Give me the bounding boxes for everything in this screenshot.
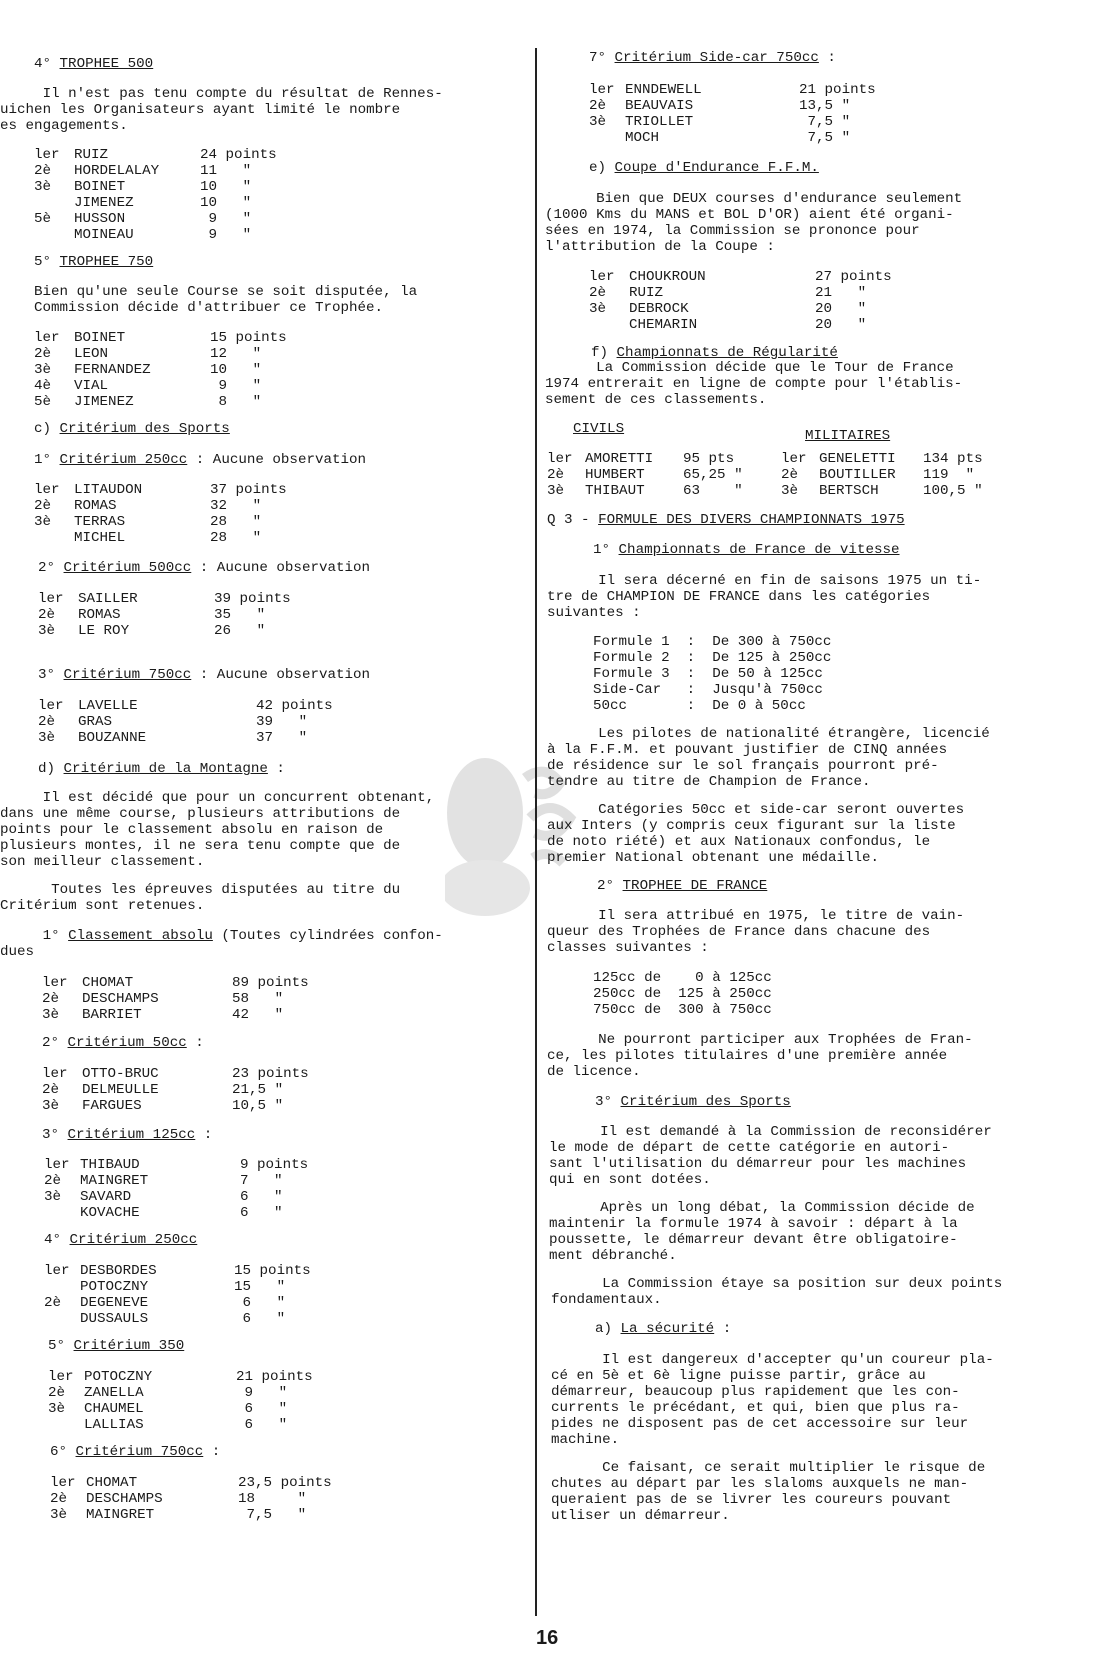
trophee-500-section (34, 56, 153, 72)
name-cell: OTTO-BRUC (82, 1066, 159, 1082)
rank-cell: 2è (48, 1385, 66, 1401)
name-cell: CHOUKROUN (629, 269, 706, 285)
points-cell: 21,5 " (232, 1082, 284, 1098)
points-cell: 6 " (240, 1189, 283, 1205)
points-cell: 39 " (256, 714, 308, 730)
text-line: 50cc : De 0 à 50cc (593, 698, 806, 714)
rank-cell: 2è (34, 346, 52, 362)
text-line: currents le précédant, et qui, bien que plus ra- (551, 1400, 960, 1416)
points-cell: 9 points (240, 1157, 309, 1173)
points-cell: 9 " (200, 211, 252, 227)
points-cell: 21 " (815, 285, 867, 301)
rank-cell: 3è (38, 730, 56, 746)
points-cell: 10,5 " (232, 1098, 284, 1114)
name-cell: POTOCZNY (80, 1279, 149, 1295)
rank-cell: 3è (42, 1098, 60, 1114)
text-line: Il est décidé que pour un concurrent obtenant, (0, 790, 435, 806)
text-line: queraient pas de se livrer les coureurs pouvant (551, 1492, 952, 1508)
militaires-label: MILITAIRES (805, 428, 891, 444)
rank-cell: 5è (34, 211, 52, 227)
points-cell: 21 points (799, 82, 876, 98)
name-cell: JIMENEZ (74, 394, 134, 410)
text-line: Formule 3 : De 50 à 125cc (593, 666, 823, 682)
rank-cell: 2è (50, 1491, 68, 1507)
rank-cell: 3è (547, 483, 565, 499)
points-cell: 37 " (256, 730, 308, 746)
criterium-sports-title: c) Critérium des Sports (34, 421, 230, 437)
rank-cell: 3è (50, 1507, 68, 1523)
criterium-500-title: 2° Critérium 500cc : Aucune observation (38, 560, 371, 576)
criterium-750-title: 3° Critérium 750cc : Aucune observation (38, 667, 371, 683)
name-cell: HORDELALAY (74, 163, 160, 179)
rank-cell: 3è (34, 514, 52, 530)
trophee-france-paragraph-2 (547, 1032, 973, 1080)
points-cell: 8 " (210, 394, 262, 410)
rank-cell: 3è (589, 301, 607, 317)
rank-cell: ler (589, 82, 615, 98)
name-cell: GENELETTI (819, 451, 896, 467)
text-line: son meilleur classement. (0, 854, 205, 870)
points-cell: 39 points (214, 591, 291, 607)
name-cell: ZANELLA (84, 1385, 144, 1401)
rank-cell: ler (42, 975, 68, 991)
text-line: Bien qu'une seule Course se soit disputée, la (34, 284, 418, 300)
rank-cell: ler (781, 451, 807, 467)
trophee-france-title: 2° TROPHEE DE FRANCE (597, 878, 768, 894)
rank-cell: ler (42, 1066, 68, 1082)
rank-cell: ler (44, 1263, 70, 1279)
name-cell: TRIOLLET (625, 114, 694, 130)
points-cell: 37 points (210, 482, 287, 498)
name-cell: LE ROY (78, 623, 130, 639)
rank-cell: 2è (34, 163, 52, 179)
points-cell: 65,25 " (683, 467, 743, 483)
text-line: Il sera décerné en fin de saisons 1975 un ti- (547, 573, 982, 589)
points-cell: 42 points (256, 698, 333, 714)
name-cell: GRAS (78, 714, 113, 730)
text-line: sées en 1974, la Commission se prononce pour (545, 223, 920, 239)
name-cell: BARRIET (82, 1007, 142, 1023)
points-cell: 18 " (238, 1491, 307, 1507)
name-cell: HUSSON (74, 211, 126, 227)
text-line: fondamentaux. (551, 1292, 662, 1308)
sports-paragraph-2 (549, 1200, 975, 1264)
text-line: Formule 1 : De 300 à 750cc (593, 634, 832, 650)
rank-cell: 2è (38, 714, 56, 730)
points-cell: 6 " (234, 1295, 286, 1311)
rank-cell: 3è (42, 1007, 60, 1023)
text-line: machine. (551, 1432, 620, 1448)
rank-cell: ler (589, 269, 615, 285)
text-line: de noto riété) et aux Nationaux confondus, le (547, 834, 931, 850)
points-cell: 26 " (214, 623, 266, 639)
name-cell: MOCH (625, 130, 660, 146)
rank-cell: ler (38, 591, 64, 607)
points-cell: 95 pts (683, 451, 735, 467)
text-line: sement de ces classements. (545, 392, 767, 408)
points-cell: 15 points (234, 1263, 311, 1279)
name-cell: RUIZ (74, 147, 109, 163)
text-line: (1000 Kms du MANS et BOL D'OR) aient été organi- (545, 207, 954, 223)
text-line: La Commission étaye sa position sur deux points (551, 1276, 1003, 1292)
name-cell: MAINGRET (86, 1507, 155, 1523)
sports-paragraph-5 (551, 1460, 985, 1524)
points-cell: 63 " (683, 483, 743, 499)
rank-cell: ler (48, 1369, 74, 1385)
sports-paragraph-3 (551, 1276, 1002, 1308)
civils-label: CIVILS (573, 421, 625, 437)
name-cell: THIBAUD (80, 1157, 140, 1173)
points-cell: 21 points (236, 1369, 313, 1385)
criterium-125-title: 3° Critérium 125cc : (42, 1127, 213, 1143)
points-cell: 7,5 " (238, 1507, 307, 1523)
text-line: points pour le classement absolu en raison de (0, 822, 384, 838)
regularite-title: f) Championnats de Régularité (591, 345, 838, 361)
montagne-title: d) Critérium de la Montagne : (38, 761, 285, 777)
sports-1975-title: 3° Critérium des Sports (595, 1094, 791, 1110)
rank-cell: 2è (44, 1173, 62, 1189)
name-cell: TERRAS (74, 514, 126, 530)
name-cell: BOUTILLER (819, 467, 896, 483)
rank-cell: 2è (589, 285, 607, 301)
rank-cell: 3è (589, 114, 607, 130)
points-cell: 32 " (210, 498, 262, 514)
rank-cell: 3è (34, 362, 52, 378)
points-cell: 10 " (200, 179, 252, 195)
rank-cell: 3è (34, 179, 52, 195)
rank-cell: 2è (42, 1082, 60, 1098)
points-cell: 6 " (236, 1417, 288, 1433)
points-cell: 28 " (210, 514, 262, 530)
name-cell: DEBROCK (629, 301, 689, 317)
name-cell: SAVARD (80, 1189, 132, 1205)
trophee-france-paragraph-1 (547, 908, 964, 956)
points-cell: 58 " (232, 991, 284, 1007)
text-line: cé en 5è et 6è ligne puisse partir, grâce au (551, 1368, 926, 1384)
name-cell: DESBORDES (80, 1263, 157, 1279)
name-cell: BEAUVAIS (625, 98, 694, 114)
name-cell: BERTSCH (819, 483, 879, 499)
points-cell: 42 " (232, 1007, 284, 1023)
rank-cell: 2è (44, 1295, 62, 1311)
criterium-50-title: 2° Critérium 50cc : (42, 1035, 204, 1051)
montagne-paragraph-1 (0, 790, 434, 870)
name-cell: CHOMAT (86, 1475, 138, 1491)
name-cell: POTOCZNY (84, 1369, 153, 1385)
text-line: queur des Trophées de France dans chacune des (547, 924, 931, 940)
trophee-500-title: 4° TROPHEE 500 (34, 56, 154, 72)
vitesse-title: 1° Championnats de France de vitesse (593, 542, 900, 558)
name-cell: DUSSAULS (80, 1311, 149, 1327)
text-line: Bien que DEUX courses d'endurance seulement (545, 191, 963, 207)
rank-cell: 3è (38, 623, 56, 639)
points-cell: 23 points (232, 1066, 309, 1082)
name-cell: CHEMARIN (629, 317, 698, 333)
text-line: Side-Car : Jusqu'à 750cc (593, 682, 823, 698)
column-divider (535, 48, 537, 1616)
name-cell: BOINET (74, 179, 126, 195)
criterium-750-mont-title: 6° Critérium 750cc : (50, 1444, 221, 1460)
name-cell: ENNDEWELL (625, 82, 702, 98)
text-line: plusieurs montes, il ne sera tenu compte que de (0, 838, 401, 854)
text-line: 125cc de 0 à 125cc (593, 970, 772, 986)
text-line: Ce faisant, ce serait multiplier le risque de (551, 1460, 986, 1476)
name-cell: MICHEL (74, 530, 126, 546)
classement-absolu-title: 1° Classement absolu (Toutes cylindrées confon- dues (0, 928, 443, 960)
points-cell: 134 pts (923, 451, 983, 467)
name-cell: HUMBERT (585, 467, 645, 483)
points-cell: 6 " (240, 1205, 283, 1221)
text-line: démarreur, beaucoup plus rapidement que les con- (551, 1384, 960, 1400)
endurance-title: e) Coupe d'Endurance F.F.M. (589, 160, 819, 176)
text-line: dans une même course, plusieurs attributions de (0, 806, 401, 822)
text-line: Commission décide d'attribuer ce Trophée. (34, 300, 384, 316)
name-cell: VIAL (74, 378, 109, 394)
points-cell: 9 " (210, 378, 262, 394)
montagne-paragraph-2 (0, 882, 400, 914)
text-line: 250cc de 125 à 250cc (593, 986, 772, 1002)
text-line: La Commission décide que le Tour de France (545, 360, 954, 376)
points-cell: 10 " (200, 195, 252, 211)
securite-title: a) La sécurité : (595, 1321, 732, 1337)
points-cell: 13,5 " (799, 98, 851, 114)
name-cell: SAILLER (78, 591, 138, 607)
text-line: Les pilotes de nationalité étrangère, licencié (547, 726, 990, 742)
text-line: qui en sont dotées. (549, 1172, 711, 1188)
criterium-350-title: 5° Critérium 350 (48, 1338, 185, 1354)
points-cell: 27 points (815, 269, 892, 285)
text-line: Critérium sont retenues. (0, 898, 205, 914)
points-cell: 20 " (815, 317, 867, 333)
regularite-paragraph (545, 360, 962, 408)
name-cell: MOINEAU (74, 227, 134, 243)
rank-cell: ler (34, 482, 60, 498)
rank-cell: ler (547, 451, 573, 467)
text-line: de licence. (547, 1064, 641, 1080)
text-line: Il est demandé à la Commission de reconsidérer (549, 1124, 992, 1140)
name-cell: DEGENEVE (80, 1295, 149, 1311)
rank-cell: 4è (34, 378, 52, 394)
name-cell: LAVELLE (78, 698, 138, 714)
text-line: tendre au titre de Champion de France. (547, 774, 871, 790)
text-line: premier National obtenant une médaille. (547, 850, 880, 866)
points-cell: 35 " (214, 607, 266, 623)
points-cell: 7,5 " (799, 130, 851, 146)
text-line: es engagements. (0, 118, 128, 134)
points-cell: 23,5 points (238, 1475, 332, 1491)
points-cell: 10 " (210, 362, 262, 378)
name-cell: DESCHAMPS (86, 1491, 163, 1507)
name-cell: MAINGRET (80, 1173, 149, 1189)
vitesse-paragraph-2 (547, 726, 990, 790)
sidecar-title: 7° Critérium Side-car 750cc : (589, 50, 836, 66)
points-cell: 9 " (236, 1385, 288, 1401)
vitesse-paragraph-3 (547, 802, 964, 866)
rank-cell: 3è (48, 1401, 66, 1417)
rank-cell: ler (44, 1157, 70, 1173)
points-cell: 9 " (200, 227, 252, 243)
name-cell: BOUZANNE (78, 730, 147, 746)
trophee-france-classes (593, 970, 772, 1018)
vitesse-formules (593, 634, 831, 714)
name-cell: AMORETTI (585, 451, 654, 467)
points-cell: 100,5 " (923, 483, 983, 499)
text-line: ce, les pilotes titulaires d'une première année (547, 1048, 948, 1064)
text-line: Il est dangereux d'accepter qu'un coureur pla- (551, 1352, 994, 1368)
rank-cell: ler (50, 1475, 76, 1491)
points-cell: 11 " (200, 163, 252, 179)
rank-cell: 2è (38, 607, 56, 623)
text-line: Toutes les épreuves disputées au titre du (0, 882, 401, 898)
text-line: Ne pourront participer aux Trophées de Fran- (547, 1032, 973, 1048)
points-cell: 24 points (200, 147, 277, 163)
rank-cell: ler (34, 330, 60, 346)
rank-cell: 2è (42, 991, 60, 1007)
text-line: de résidence sur le sol français pourront pré- (547, 758, 939, 774)
points-cell: 15 points (210, 330, 287, 346)
rank-cell: 2è (34, 498, 52, 514)
name-cell: CHOMAT (82, 975, 134, 991)
vitesse-paragraph-1 (547, 573, 981, 621)
trophee-750-paragraph (34, 284, 417, 316)
points-cell: 89 points (232, 975, 309, 991)
rank-cell: 2è (781, 467, 799, 483)
text-line: Formule 2 : De 125 à 250cc (593, 650, 832, 666)
name-cell: CHAUMEL (84, 1401, 144, 1417)
text-line: ment débranché. (549, 1248, 677, 1264)
points-cell: 6 " (236, 1401, 288, 1417)
points-cell: 12 " (210, 346, 262, 362)
rank-cell: 2è (547, 467, 565, 483)
name-cell: THIBAUT (585, 483, 645, 499)
name-cell: LEON (74, 346, 109, 362)
name-cell: ROMAS (78, 607, 121, 623)
name-cell: FARGUES (82, 1098, 142, 1114)
text-line: poussette, le démarreur devant être obligatoire- (549, 1232, 958, 1248)
name-cell: FERNANDEZ (74, 362, 151, 378)
sports-paragraph-4 (551, 1352, 994, 1448)
rank-cell: 3è (44, 1189, 62, 1205)
name-cell: RUIZ (629, 285, 664, 301)
trophee-750-title: 5° TROPHEE 750 (34, 254, 154, 270)
text-line: Il n'est pas tenu compte du résultat de Rennes- (0, 86, 443, 102)
points-cell: 119 " (923, 467, 975, 483)
name-cell: KOVACHE (80, 1205, 140, 1221)
text-line: maintenir la formule 1974 à savoir : départ à la (549, 1216, 958, 1232)
text-line: classes suivantes : (547, 940, 709, 956)
text-line: suivantes : (547, 605, 641, 621)
name-cell: BOINET (74, 330, 126, 346)
rank-cell: ler (38, 698, 64, 714)
text-line: tre de CHAMPION DE FRANCE dans les catégories (547, 589, 931, 605)
text-line: chutes au départ par les slaloms auxquels ne man- (551, 1476, 969, 1492)
q3-title: Q 3 - FORMULE DES DIVERS CHAMPIONNATS 1975 (547, 512, 905, 528)
rank-cell: 2è (589, 98, 607, 114)
points-cell: 7,5 " (799, 114, 851, 130)
name-cell: JIMENEZ (74, 195, 134, 211)
rank-cell: 5è (34, 394, 52, 410)
trophee-500-paragraph (0, 86, 443, 134)
points-cell: 6 " (234, 1311, 286, 1327)
name-cell: ROMAS (74, 498, 117, 514)
text-line: Catégories 50cc et side-car seront ouvertes (547, 802, 965, 818)
rank-cell: ler (34, 147, 60, 163)
name-cell: DELMEULLE (82, 1082, 159, 1098)
text-line: à la F.F.M. et pouvant justifier de CINQ années (547, 742, 948, 758)
points-cell: 15 " (234, 1279, 286, 1295)
criterium-250-title: 1° Critérium 250cc : Aucune observation (34, 452, 367, 468)
points-cell: 20 " (815, 301, 867, 317)
name-cell: LALLIAS (84, 1417, 144, 1433)
points-cell: 28 " (210, 530, 262, 546)
text-line: le mode de départ de cette catégorie en autori- (549, 1140, 950, 1156)
text-line: pides ne disposent pas de cet accessoire sur leur (551, 1416, 969, 1432)
text-line: Il sera attribué en 1975, le titre de vain- (547, 908, 965, 924)
text-line: aux Inters (y compris ceux figurant sur la liste (547, 818, 956, 834)
text-line: sant l'utilisation du démarreur pour les machines (549, 1156, 967, 1172)
rank-cell: 3è (781, 483, 799, 499)
criterium-250-mont-title: 4° Critérium 250cc (44, 1232, 198, 1248)
page-number: 16 (536, 1627, 559, 1649)
endurance-paragraph (545, 191, 962, 255)
sports-paragraph-1 (549, 1124, 992, 1188)
text-line: utliser un démarreur. (551, 1508, 730, 1524)
name-cell: DESCHAMPS (82, 991, 159, 1007)
name-cell: LITAUDON (74, 482, 143, 498)
points-cell: 7 " (240, 1173, 283, 1189)
text-line: l'attribution de la Coupe : (545, 239, 775, 255)
text-line: 750cc de 300 à 750cc (593, 1002, 772, 1018)
text-line: Après un long débat, la Commission décide de (549, 1200, 975, 1216)
text-line: 1974 entrerait en ligne de compte pour l'établis- (545, 376, 963, 392)
text-line: uichen les Organisateurs ayant limité le nombre (0, 102, 401, 118)
